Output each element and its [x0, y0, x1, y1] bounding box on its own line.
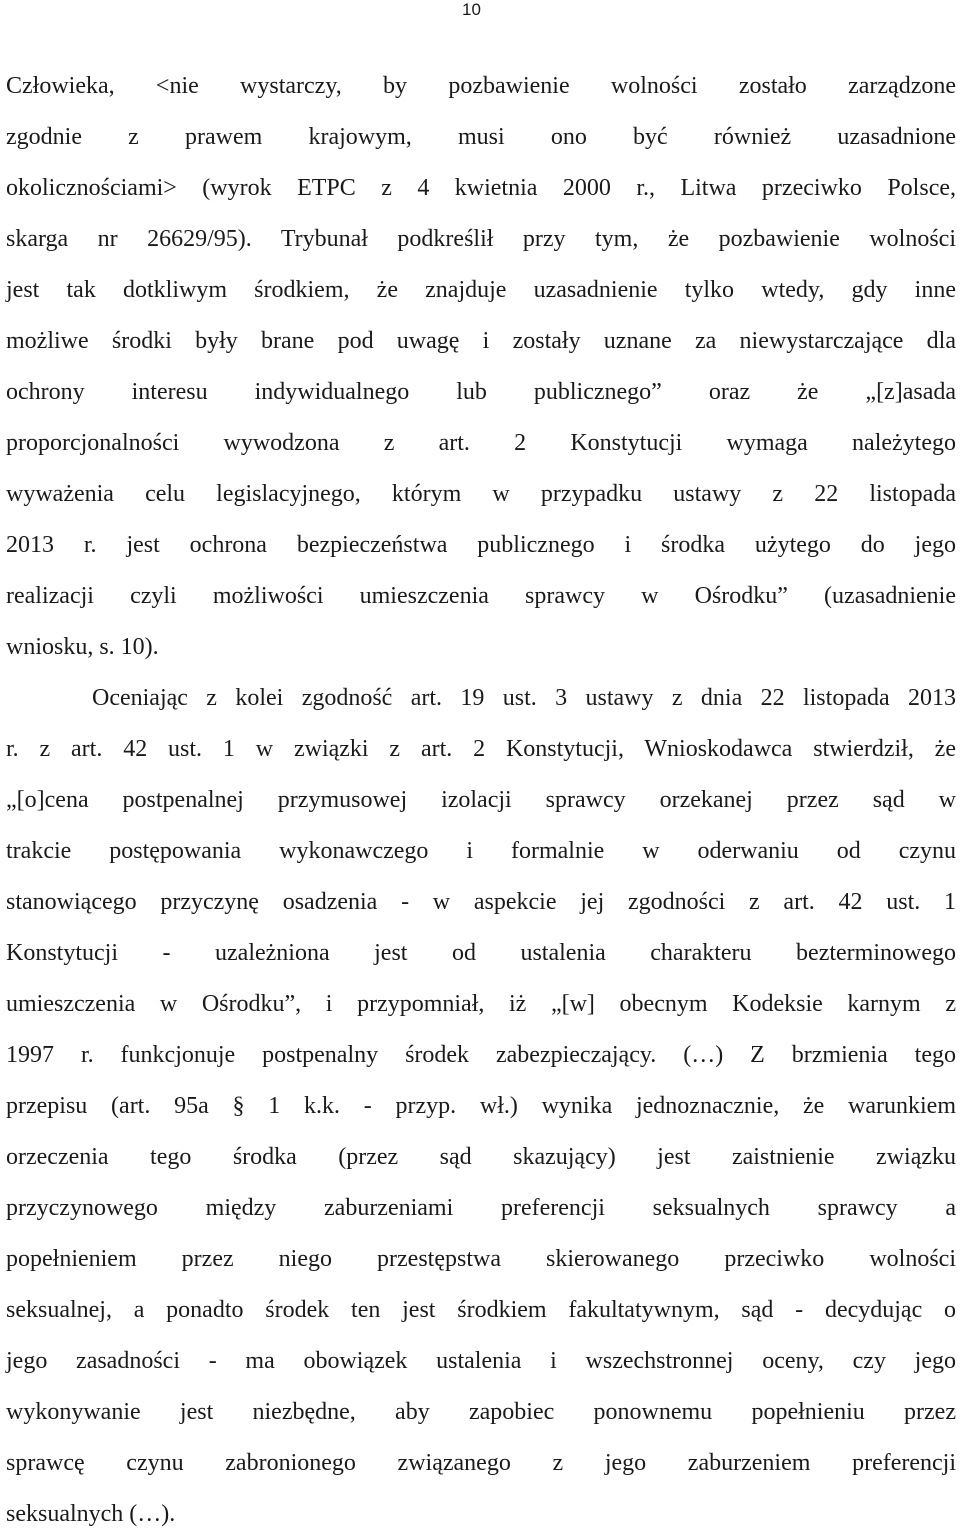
- text-line: Człowieka, <nie wystarczy, by pozbawienie wolności zostało zarządzone: [6, 73, 956, 99]
- text-line: sprawcę czynu zabronionego związanego z jego zaburzeniem preferencji: [6, 1450, 956, 1476]
- text-line: orzeczenia tego środka (przez sąd skazujący) jest zaistnienie związku: [6, 1144, 956, 1170]
- text-line: skarga nr 26629/95). Trybunał podkreślił przy tym, że pozbawienie wolności: [6, 226, 956, 252]
- text-line: stanowiącego przyczynę osadzenia - w aspekcie jej zgodności z art. 42 ust. 1: [6, 889, 956, 915]
- text-line: jego zasadności - ma obowiązek ustalenia i wszechstronnej oceny, czy jego: [6, 1348, 956, 1374]
- text-line: okolicznościami> (wyrok ETPC z 4 kwietnia 2000 r., Litwa przeciwko Polsce,: [6, 175, 956, 201]
- paragraph-first-line: Oceniając z kolei zgodność art. 19 ust. 3 ustawy z dnia 22 listopada 2013: [92, 685, 956, 711]
- text-line: przepisu (art. 95a § 1 k.k. - przyp. wł.) wynika jednoznacznie, że warunkiem: [6, 1093, 956, 1119]
- text-line: przyczynowego między zaburzeniami preferencji seksualnych sprawcy a: [6, 1195, 956, 1221]
- text-line: 1997 r. funkcjonuje postpenalny środek zabezpieczający. (…) Z brzmienia tego: [6, 1042, 956, 1068]
- text-line: realizacji czyli możliwości umieszczenia sprawcy w Ośrodku” (uzasadnienie: [6, 583, 956, 609]
- text-line: r. z art. 42 ust. 1 w związki z art. 2 Konstytucji, Wnioskodawca stwierdził, że: [6, 736, 956, 762]
- text-line: 2013 r. jest ochrona bezpieczeństwa publicznego i środka użytego do jego: [6, 532, 956, 558]
- document-body: [6, 61, 956, 1540]
- text-line: wniosku, s. 10).: [6, 634, 159, 660]
- text-line: trakcie postępowania wykonawczego i formalnie w oderwaniu od czynu: [6, 838, 956, 864]
- text-line: jest tak dotkliwym środkiem, że znajduje uzasadnienie tylko wtedy, gdy inne: [6, 277, 956, 303]
- text-line: „[o]cena postpenalnej przymusowej izolacji sprawcy orzekanej przez sąd w: [6, 787, 956, 813]
- text-line: możliwe środki były brane pod uwagę i zostały uznane za niewystarczające dla: [6, 328, 956, 354]
- text-line: umieszczenia w Ośrodku”, i przypomniał, iż „[w] obecnym Kodeksie karnym z: [6, 991, 956, 1017]
- text-line: seksualnych (…).: [6, 1501, 176, 1527]
- text-line: wyważenia celu legislacyjnego, którym w przypadku ustawy z 22 listopada: [6, 481, 956, 507]
- text-line: proporcjonalności wywodzona z art. 2 Konstytucji wymaga należytego: [6, 430, 956, 456]
- text-line: Konstytucji - uzależniona jest od ustalenia charakteru bezterminowego: [6, 940, 956, 966]
- text-line: popełnieniem przez niego przestępstwa skierowanego przeciwko wolności: [6, 1246, 956, 1272]
- page-number: 10: [462, 0, 481, 19]
- text-line: seksualnej, a ponadto środek ten jest środkiem fakultatywnym, sąd - decydując o: [6, 1297, 956, 1323]
- text-line: ochrony interesu indywidualnego lub publicznego” oraz że „[z]asada: [6, 379, 956, 405]
- text-line: zgodnie z prawem krajowym, musi ono być również uzasadnione: [6, 124, 956, 150]
- text-line: wykonywanie jest niezbędne, aby zapobiec ponownemu popełnieniu przez: [6, 1399, 956, 1425]
